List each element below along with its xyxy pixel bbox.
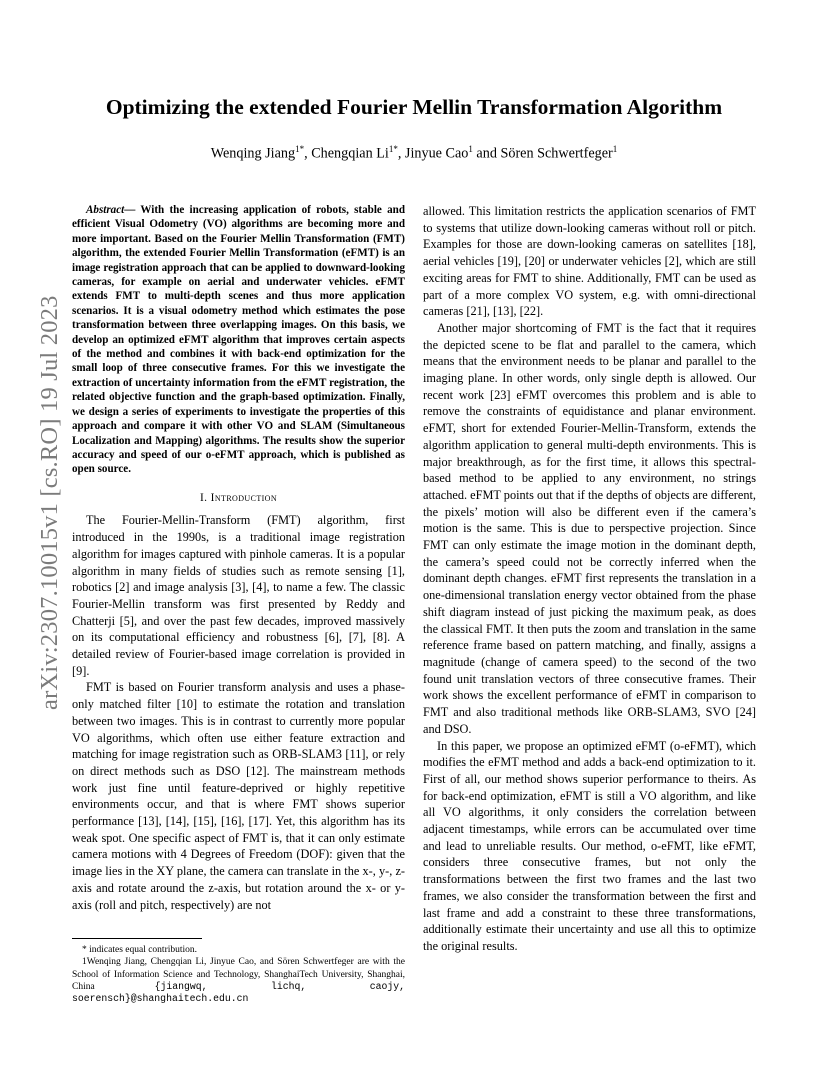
author-affiliation-mark: 1 (468, 144, 473, 154)
author-emails: {jiangwq, lichq, caojy, soerensch}@shanghaitech.edu.cn (72, 980, 405, 1005)
abstract-text: — With the increasing application of robots, stable and efficient Visual Odometry (VO) algorithms are becoming more and more important. Based on the Fourier Mellin Transformation (FMT) algorithm, the extended Fourier Mellin Transformation (eFMT) is an image registration approach that can be applied to downward-looking cameras, for example on aerial and underwater vehicles. eFMT extends FMT to multi-depth scenes and thus more application scenarios. It is a visual odometry method which estimates the pose transformation between three overlapping images. On this basis, we develop an optimized eFMT algorithm that improves certain aspects of the method and combines it with back-end optimization for the small loop of three consecutive frames. For this we investigate the extraction of uncertainty information from the eFMT registration, the related objective function and the graph-based optimization. Finally, we design a series of experiments to investigate the properties of this approach and compare it with other VO and SLAM (Simultaneous Localization and Mapping) algorithms. The results show the superior accuracy and speed of our o-eFMT approach, which is published as open source. (72, 204, 405, 476)
author-affiliation-mark: 1 (612, 144, 618, 154)
body-paragraph: allowed. This limitation restricts the application scenarios of FMT to systems that utilize down-looking cameras without roll or pitch. Examples for those are down-looking cameras on satellites [18], aerial vehicles [19], [20] or underwater vehicles [2], which are still exciting areas for FMT to shine. Additionally, FMT can be used as part of a more complex VO system, e.g. with omni-directional cameras [21], [13], [22]. (423, 204, 756, 319)
section-heading-introduction: I. Introduction (199, 491, 278, 504)
author-name: Wenqing Jiang (210, 145, 296, 162)
body-paragraph: The Fourier-Mellin-Transform (FMT) algorithm, first introduced in the 1990s, is a traditional image registration algorithm for images captured with pinhole cameras. It is a popular algorithm in many fields of studies such as remote sensing [1], robotics [2] and image analysis [3], [4], to name a few. The classic Fourier-Mellin transform was first presented by Reddy and Chatterji [5], and over the past few decades, improved massively on its computational efficiency and robustness [6], [7], [8]. A detailed review of Fourier-based image correlation is provided in [9]. (72, 513, 405, 678)
footnotes (72, 930, 405, 1005)
body-paragraph: Another major shortcoming of FMT is the fact that it requires the depicted scene to be flat and parallel to the camera, which means that the environment needs to be planar and parallel to the imaging plane. In other words, only single depth is allowed. Our recent work [23] eFMT overcomes this problem and is able to remove the constraints of equidistance and planar environment. eFMT, short for extended Fourier-Mellin-Transform, extends the algorithm application to general multi-depth environments. This is major breakthrough, as for the first time, it allows this spectral-based method to be applied to any environment, no strings attached. eFMT points out that if the depths of objects are different, the pixels’ motion will also be different even if the camera’s motion is the same. This is due to perspective projection. Since FMT can only estimate the image motion in the dominant depth, the camera’s speed could not be correctly inferred when the dominant depth changes. eFMT first represents the translation in a one-dimensional translation energy vector obtained from the phase shift diagram instead of just picking the maximum peak, as does the classical FMT. It then puts the zoom and translation in the same reference frame based on pattern matching, and finally, assigns a magnitude (change of camera speed) to the second of the two found unit translation vectors of three consecutive frames. Their work shows the excellent performance of eFMT in comparison to FMT and also traditional methods like ORB-SLAM3, SVO [24] and DSO. (423, 320, 756, 736)
paper-title: Optimizing the extended Fourier Mellin Transformation Algorithm (105, 95, 723, 119)
arxiv-sidebar (18, 290, 63, 710)
right-column (423, 203, 756, 955)
body-paragraph: In this paper, we propose an optimized eFMT (o-eFMT), which modifies the eFMT method and adds a back-end optimization to it. First of all, our method shows superior performance to theirs. As for back-end optimization, eFMT is still a VO algorithm, and like all VO algorithms, it only considers the correlation between adjacent timestamps, while errors can be accumulated over time and lead to unreliable results. Our method, o-eFMT, like eFMT, considers three consecutive frames, but not only the transformations between the first two frames and the last two frames, we also consider the transformation between the first and last frame and add a constraint to these three transformations, additionally estimate their uncertainty and use all this to optimize the original results. (423, 738, 756, 953)
body-paragraph: FMT is based on Fourier transform analysis and uses a phase-only matched filter [10] to estimate the rotation and translation between two images. This is in contrast to currently more popular VO algorithms, which often use either feature extraction and matching for image registration such as ORB-SLAM3 [11], or rely on direct methods such as DSO [12]. The mainstream methods work just fine until feature-deprived or highly repetitive environments occur, and that is where FMT shows superior performance [13], [14], [15], [16], [17]. Yet, this algorithm has its weak spot. One specific aspect of FMT is, that it can only estimate camera motions with 4 Degrees of Freedom (DOF): given that the image lies in the XY plane, the camera can translate in the x-, y-, z-axis and rotate around the z-axis, but rotation around the x- or y-axis (roll and pitch, respectively) are not (72, 680, 405, 912)
footnote-affiliation-text: 1Wenqing Jiang, Chengqian Li, Jinyue Cao, and Sören Schwertfeger are with the School of Information Science and Technology, ShanghaiTech University, Shanghai, China (72, 957, 405, 992)
arxiv-identifier: arXiv:2307.10015v1 [cs.RO] 19 Jul 2023 (36, 295, 63, 710)
author-name: Sören Schwertfeger (500, 145, 613, 162)
author-name: Chengqian Li (311, 145, 389, 162)
footnote-divider (72, 938, 202, 939)
author-affiliation-mark: 1* (295, 144, 305, 154)
footnote-equal-contribution: * indicates equal contribution. (82, 945, 198, 955)
author-name: Jinyue Cao (404, 145, 469, 162)
footnote-affiliation (72, 956, 405, 1005)
author-list: Wenqing Jiang$^{1*}$, Chengqian $Li^{1*}$, Jinyue Cao$^1$ and Sören Schwertfeger$^1$ (210, 144, 618, 162)
abstract (72, 203, 405, 477)
left-column (72, 203, 405, 913)
author-affiliation-mark: 1* (388, 144, 398, 154)
abstract-label: Abstract (86, 204, 125, 216)
